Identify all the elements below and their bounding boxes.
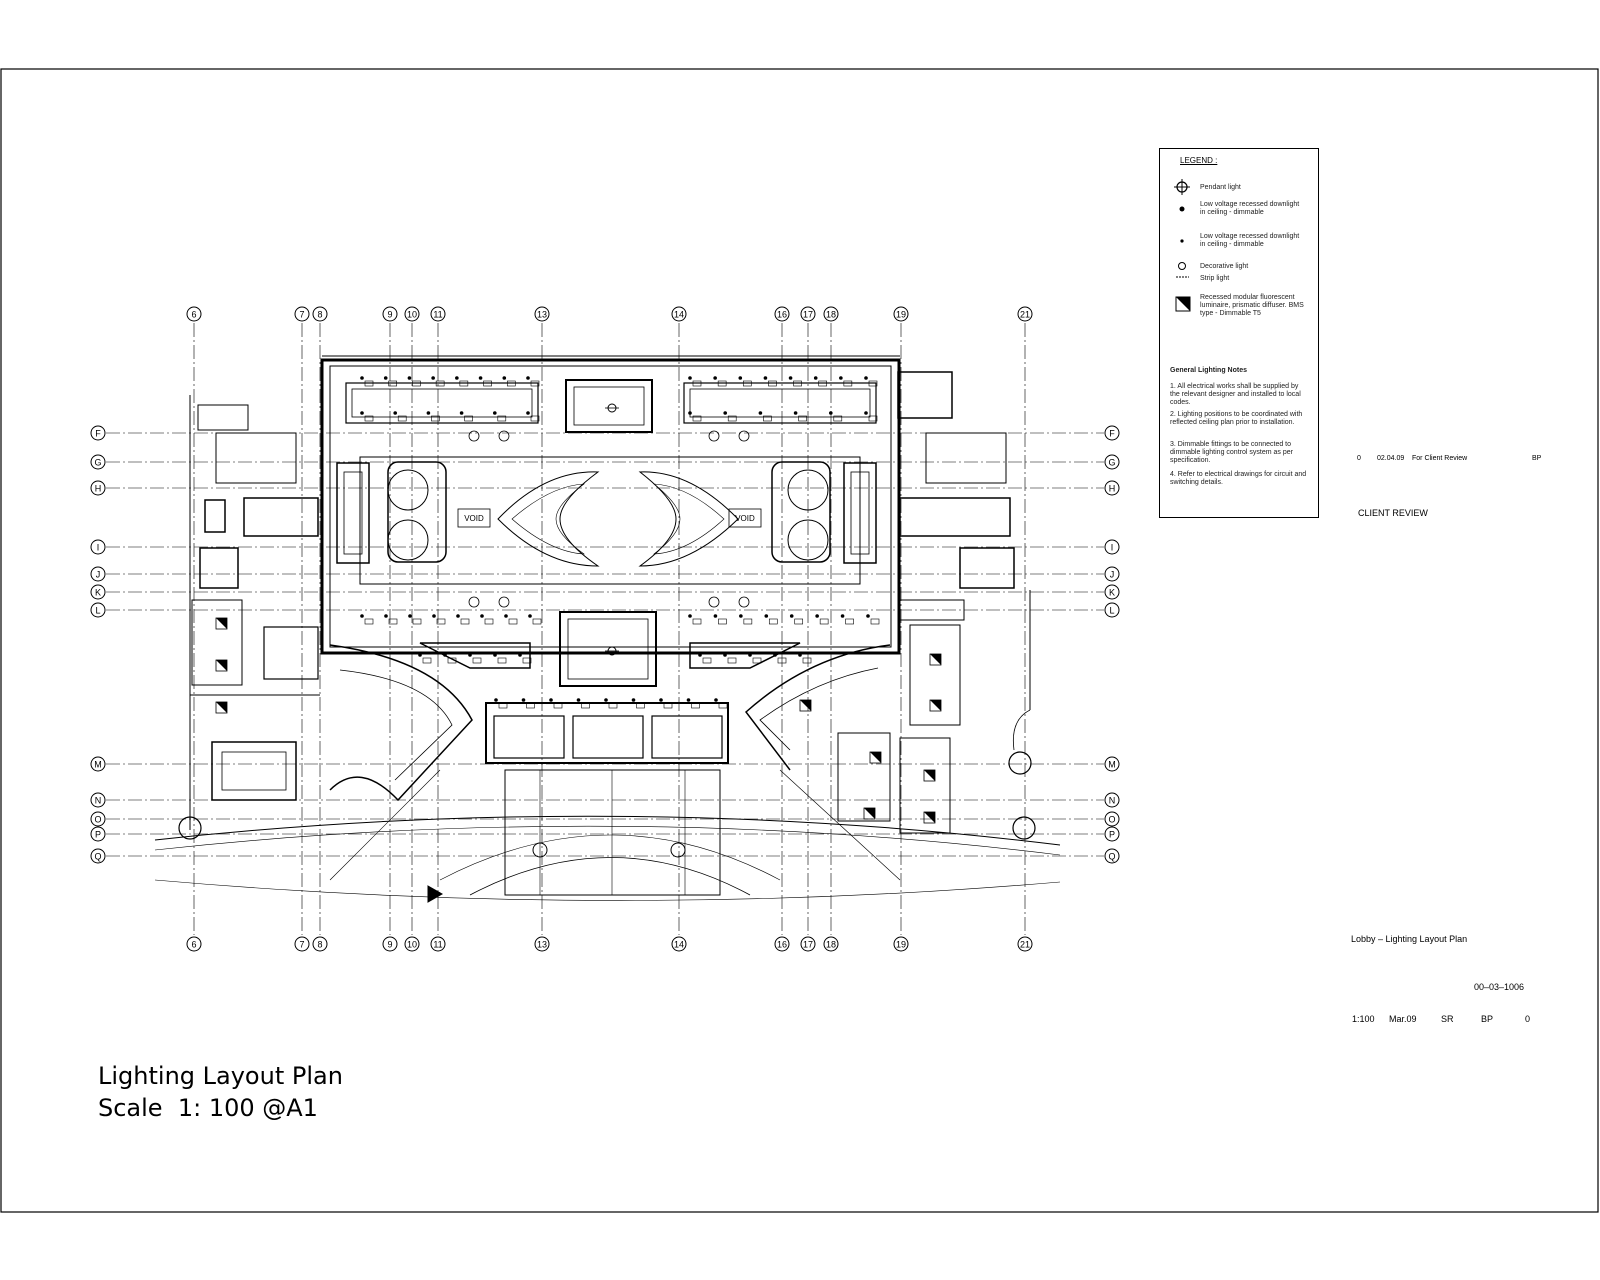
fixture-tag	[744, 619, 752, 624]
recessed-downlight	[494, 698, 498, 702]
void-ellipse-left	[498, 472, 598, 566]
sheet-scale: Scale 1: 100 @A1	[98, 1094, 318, 1122]
grid-label-column: 21	[1019, 309, 1031, 320]
grid-label-column: 16	[776, 309, 788, 320]
grid-label-row: J	[95, 569, 101, 580]
fluorescent-fixture-fill	[864, 808, 875, 819]
recessed-downlight	[798, 653, 802, 657]
recessed-downlight	[427, 411, 431, 415]
fluorescent-fixture-icon	[1176, 297, 1190, 311]
recessed-downlight	[522, 698, 526, 702]
recessed-downlight	[468, 653, 472, 657]
recessed-downlight	[526, 376, 530, 380]
grid-label-column: 10	[406, 309, 418, 320]
recessed-downlight	[455, 376, 459, 380]
grid-label-row: Q	[1108, 851, 1116, 862]
recessed-downlight-icon	[1180, 207, 1185, 212]
decorative-light	[739, 597, 749, 607]
grid-label-row: N	[94, 795, 102, 806]
north-arrow	[428, 886, 442, 902]
grid-label-row: M	[1108, 759, 1116, 770]
grid-label-row: K	[1108, 587, 1116, 598]
recessed-downlight	[713, 376, 717, 380]
legend-item-label: Decorative light	[1200, 263, 1249, 270]
status-stamp: CLIENT REVIEW	[1358, 508, 1428, 518]
note-item: 4. Refer to electrical drawings for circuit and switching details.	[1170, 471, 1307, 486]
recessed-downlight	[493, 653, 497, 657]
recessed-downlight	[759, 411, 763, 415]
grid-label-column: 8	[317, 939, 323, 950]
recessed-downlight	[432, 614, 436, 618]
grid-label-column: 17	[802, 309, 814, 320]
grid-label-row: H	[1108, 483, 1116, 494]
stair-west	[216, 433, 296, 483]
recessed-downlight	[688, 411, 692, 415]
fluorescent-fixture-fill	[216, 618, 227, 629]
recessed-downlight	[738, 376, 742, 380]
recessed-downlight	[518, 653, 522, 657]
fixture-tag	[423, 658, 431, 663]
recessed-downlight	[714, 614, 718, 618]
decorative-light	[739, 431, 749, 441]
recessed-downlight	[764, 614, 768, 618]
recessed-downlight	[384, 376, 388, 380]
recessed-downlight	[773, 653, 777, 657]
grid-label-row: I	[96, 542, 100, 553]
grid-label-row: L	[1109, 605, 1115, 616]
drawing-title: Lobby – Lighting Layout Plan	[1351, 934, 1468, 944]
recessed-downlight	[789, 376, 793, 380]
revision-description: For Client Review	[1412, 455, 1468, 462]
grid-label-column: 10	[406, 939, 418, 950]
legend-panel	[1159, 148, 1319, 518]
title-block-drawn: SR	[1441, 1014, 1454, 1024]
fixture-tag	[803, 658, 811, 663]
revision-date: 02.04.09	[1377, 455, 1405, 462]
void-label-east: VOID	[735, 514, 755, 523]
recessed-downlight	[864, 411, 868, 415]
fixture-tag	[820, 619, 828, 624]
recessed-downlight	[528, 614, 532, 618]
recessed-downlight	[431, 376, 435, 380]
grid-label-column: 18	[825, 309, 837, 320]
recessed-downlight	[688, 614, 692, 618]
recessed-downlight	[384, 614, 388, 618]
grid-label-column: 18	[825, 939, 837, 950]
recessed-downlight	[493, 411, 497, 415]
stair-east	[926, 433, 1006, 483]
recessed-downlight	[443, 653, 447, 657]
fixture-tag	[413, 619, 421, 624]
recessed-downlight	[456, 614, 460, 618]
recessed-downlight	[864, 376, 868, 380]
grid-label-row: F	[95, 428, 101, 439]
grid-label-row: O	[1108, 814, 1116, 825]
title-block-date: Mar.09	[1389, 1014, 1417, 1024]
recessed-downlight	[526, 411, 530, 415]
fluorescent-fixture-fill	[930, 654, 941, 665]
fixture-tag	[718, 619, 726, 624]
grid-label-column: 16	[776, 939, 788, 950]
fixture-tag	[365, 619, 373, 624]
drawing-number: 00–03–1006	[1474, 982, 1525, 992]
recessed-downlight	[480, 614, 484, 618]
void-ellipse-right	[640, 472, 738, 566]
grid-label-column: 19	[895, 309, 907, 320]
recessed-downlight	[393, 411, 397, 415]
grid-label-column: 14	[673, 309, 685, 320]
fixture-tag	[509, 619, 517, 624]
fixture-tag	[498, 658, 506, 663]
recessed-downlight	[408, 376, 412, 380]
grid-label-column: 13	[536, 939, 548, 950]
recessed-downlight	[829, 411, 833, 415]
recessed-downlight	[687, 698, 691, 702]
recessed-downlight	[790, 614, 794, 618]
decorative-light	[469, 431, 479, 441]
grid-label-column: 14	[673, 939, 685, 950]
revision-by: BP	[1532, 455, 1542, 462]
fluorescent-fixture-fill	[216, 702, 227, 713]
grid-bubbles	[91, 307, 1119, 951]
recessed-downlight	[360, 411, 364, 415]
decorative-light-icon	[1179, 263, 1186, 270]
sheet-border	[1, 69, 1598, 1212]
entrance-canopy	[505, 770, 720, 895]
fluorescent-fixture-fill	[870, 752, 881, 763]
grid-label-row: P	[94, 829, 102, 840]
title-block-revision: 0	[1525, 1014, 1531, 1024]
grid-label-row: P	[1108, 829, 1116, 840]
fluorescent-fixture-fill	[930, 700, 941, 711]
grid-label-column: 8	[317, 309, 323, 320]
grid-label-row: L	[95, 605, 101, 616]
legend-heading: LEGEND :	[1180, 156, 1218, 165]
recessed-downlight	[659, 698, 663, 702]
recessed-downlight	[814, 376, 818, 380]
recessed-downlight	[632, 698, 636, 702]
recessed-downlight	[839, 376, 843, 380]
note-item: 3. Dimmable fittings to be connected to dimmable lighting control system as per specification.	[1170, 441, 1293, 464]
grid-label-row: K	[94, 587, 102, 598]
sheet-title: Lighting Layout Plan	[98, 1062, 343, 1090]
pendant-light-icon	[1174, 179, 1190, 195]
fluorescent-fixture-fill	[924, 812, 935, 823]
grid-label-row: F	[1109, 428, 1115, 439]
fixture-tag	[485, 619, 493, 624]
recessed-downlight	[723, 411, 727, 415]
recessed-downlight	[479, 376, 483, 380]
curved-corridor-east	[746, 645, 890, 770]
grid-label-column: 11	[433, 309, 443, 320]
fixture-tag	[693, 619, 701, 624]
recessed-downlight	[748, 653, 752, 657]
grid-label-column: 6	[191, 309, 197, 320]
fixture-tag	[795, 619, 803, 624]
grid-label-row: M	[94, 759, 102, 770]
grid-label-column: 11	[433, 939, 443, 950]
legend-item-label: Low voltage recessed downlight in ceiling - dimmable	[1200, 233, 1300, 248]
recessed-downlight	[764, 376, 768, 380]
legend-item-label: Pendant light	[1200, 184, 1241, 191]
recessed-downlight	[815, 614, 819, 618]
grid-label-column: 6	[191, 939, 197, 950]
recessed-downlight	[723, 653, 727, 657]
decorative-light	[709, 597, 719, 607]
entrance-bays	[486, 703, 728, 763]
light-fixtures	[216, 376, 941, 823]
grid-label-row: J	[1109, 569, 1115, 580]
grid-label-column: 13	[536, 309, 548, 320]
recessed-downlight	[794, 411, 798, 415]
recessed-downlight	[866, 614, 870, 618]
fixture-tag	[533, 619, 541, 624]
grid-label-row: G	[94, 457, 102, 468]
recessed-downlight	[698, 653, 702, 657]
title-block-scale: 1:100	[1352, 1014, 1375, 1024]
grid-label-column: 21	[1019, 939, 1031, 950]
grid-label-column: 7	[299, 939, 305, 950]
grid-label-row: G	[1108, 457, 1116, 468]
fixture-tag	[871, 619, 879, 624]
decorative-light	[499, 597, 509, 607]
decorative-light	[709, 431, 719, 441]
decorative-light	[499, 431, 509, 441]
note-item: 1. All electrical works shall be supplied by the relevant designer and installed to local codes.	[1170, 383, 1301, 406]
grid-label-row: N	[1108, 795, 1116, 806]
fluorescent-fixture-fill	[924, 770, 935, 781]
grid-label-row: Q	[94, 851, 102, 862]
recessed-downlight	[502, 376, 506, 380]
grid-label-column: 19	[895, 939, 907, 950]
note-item: 2. Lighting positions to be coordinated with reflected ceiling plan prior to installation.	[1170, 411, 1303, 426]
void-label-west: VOID	[464, 514, 484, 523]
legend-item-label: Low voltage recessed downlight in ceiling - dimmable	[1200, 201, 1300, 216]
recessed-downlight	[549, 698, 553, 702]
recessed-downlight	[460, 411, 464, 415]
decorative-light	[469, 597, 479, 607]
legend-icons	[1174, 179, 1194, 379]
grid-label-column: 7	[299, 309, 305, 320]
grid-label-column: 9	[387, 309, 393, 320]
recessed-downlight	[360, 614, 364, 618]
recessed-downlight	[714, 698, 718, 702]
fixture-tag	[769, 619, 777, 624]
grid-label-row: H	[94, 483, 102, 494]
notes-heading: General Lighting Notes	[1170, 367, 1248, 374]
fixture-tag	[703, 658, 711, 663]
recessed-downlight	[418, 653, 422, 657]
small-downlight-icon	[1180, 239, 1183, 242]
grid-label-column: 9	[387, 939, 393, 950]
recessed-downlight	[408, 614, 412, 618]
fluorescent-fixture-fill	[800, 700, 811, 711]
fixture-tag	[728, 658, 736, 663]
title-block-checked: BP	[1481, 1014, 1494, 1024]
recessed-downlight	[360, 376, 364, 380]
grid-label-row: O	[94, 814, 102, 825]
fixture-tag	[753, 658, 761, 663]
fluorescent-fixture-fill	[216, 660, 227, 671]
fixture-tag	[473, 658, 481, 663]
legend-item-label: Recessed modular fluorescent luminaire, prismatic diffuser. BMS type - Dimmable T5	[1200, 294, 1304, 317]
fixture-tag	[846, 619, 854, 624]
grid-label-row: I	[1110, 542, 1114, 553]
recessed-downlight	[739, 614, 743, 618]
legend-item-label: Strip light	[1200, 275, 1230, 282]
central-void	[360, 457, 860, 584]
recessed-downlight	[841, 614, 845, 618]
recessed-downlight	[577, 698, 581, 702]
grid-label-column: 17	[802, 939, 814, 950]
recessed-downlight	[604, 698, 608, 702]
recessed-downlight	[504, 614, 508, 618]
fixture-tag	[461, 619, 469, 624]
revision-number: 0	[1357, 455, 1361, 462]
recessed-downlight	[688, 376, 692, 380]
